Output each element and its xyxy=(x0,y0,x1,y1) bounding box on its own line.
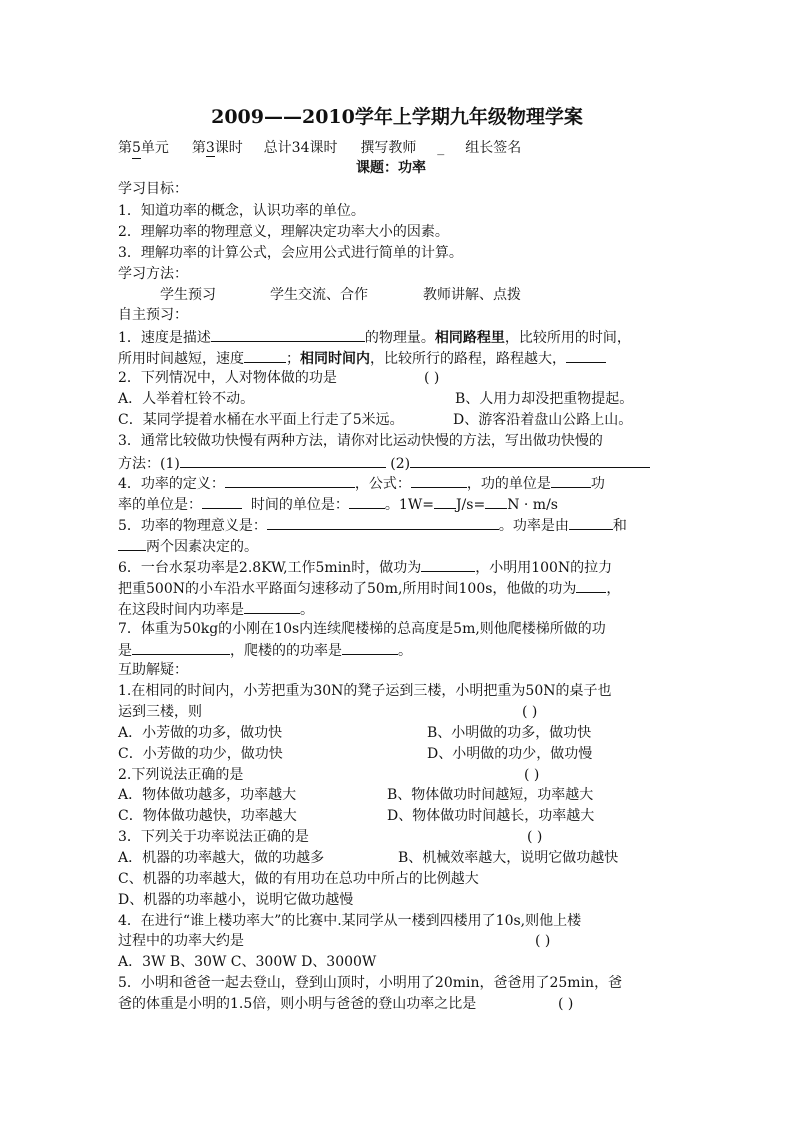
goal-item: 2．理解功率的物理意义，理解决定功率大小的因素。 xyxy=(118,224,449,240)
option: A．机器的功率越大，做的功越多 xyxy=(118,850,325,866)
answer-blank[interactable] xyxy=(211,326,365,342)
option: D、小明做的功少，做功慢 xyxy=(427,746,593,762)
answer-blank[interactable] xyxy=(202,493,242,509)
option: D、游客沿着盘山公路上山。 xyxy=(453,412,633,428)
method-item: 学生预习 xyxy=(160,287,216,303)
goal-item: 3．理解功率的计算公式，会应用公式进行简单的计算。 xyxy=(118,245,463,261)
goals-heading: 学习目标： xyxy=(118,181,188,197)
option: B、小明做的功多，做功快 xyxy=(427,725,592,741)
options-row: A．3W B、30W C、300W D、3000W xyxy=(118,954,377,970)
answer-blank[interactable] xyxy=(410,452,650,468)
preview-heading: 自主预习： xyxy=(118,307,188,323)
answer-blank[interactable] xyxy=(180,452,386,468)
answer-blank[interactable] xyxy=(244,598,300,614)
preview-q5-line2: 两个因素决定的。 xyxy=(118,535,258,557)
unit-number: 5 xyxy=(132,138,141,159)
answer-blank[interactable] xyxy=(485,493,507,509)
mutual-q2: 2.下列说法正确的是 xyxy=(118,767,244,783)
writer-label: 撰写教师 xyxy=(360,140,417,156)
answer-blank[interactable] xyxy=(132,639,230,655)
preview-q7-line1: 7．体重为50kg的小刚在10s内连续爬楼梯的总高度是5m,则他爬楼梯所做的功 xyxy=(118,621,606,637)
answer-paren[interactable]: ( ) xyxy=(524,767,540,783)
answer-paren[interactable]: ( ) xyxy=(527,829,543,845)
method-item: 教师讲解、点拨 xyxy=(423,287,521,303)
lesson-number: 3 xyxy=(205,140,215,156)
option: D、机器的功率越小，说明它做功越慢 xyxy=(118,892,354,908)
answer-blank[interactable] xyxy=(411,472,467,488)
answer-blank[interactable] xyxy=(569,514,613,530)
preview-q6-line2: 把重500N的小车沿水平路面匀速移动了50m,所用时间100s，他做的功为 ， xyxy=(118,577,620,599)
preview-q4-line1: 4．功率的定义： ，公式： ，功的单位是 功 xyxy=(118,472,605,494)
preview-q4-line2: 率的单位是： 时间的单位是： 。1W= J/s= N · m/s xyxy=(118,493,558,515)
mutual-q1-line2: 运到三楼，则 xyxy=(118,704,202,720)
option: C．小芳做的功少，做功快 xyxy=(118,746,283,762)
answer-blank[interactable] xyxy=(244,347,286,363)
mutual-q3: 3．下列关于功率说法正确的是 xyxy=(118,829,309,845)
option: A．小芳做的功多，做功快 xyxy=(118,725,283,741)
option: C．某同学提着水桶在水平面上行走了5米远。 xyxy=(118,412,404,428)
option: A．物体做功越多，功率越大 xyxy=(118,787,297,803)
mutual-q5-line1: 5．小明和爸爸一起去登山，登到山顶时，小明用了20min，爸爸用了25min，爸 xyxy=(118,975,623,991)
answer-blank[interactable] xyxy=(566,347,606,363)
mutual-q1-line1: 1.在相同的时间内，小芳把重为30N的凳子运到三楼，小明把重为50N的桌子也 xyxy=(118,683,612,699)
answer-blank[interactable] xyxy=(434,493,456,509)
option: C、机器的功率越大，做的有用功在总功中所占的比例越大 xyxy=(118,871,479,887)
option: D、物体做功时间越长，功率越大 xyxy=(387,808,595,824)
leader-signature-label: 组长签名 xyxy=(465,140,522,156)
topic-title: 课题：功率 xyxy=(356,160,426,176)
preview-q5-line1: 5．功率的物理意义是： 。功率是由 和 xyxy=(118,514,627,536)
answer-blank[interactable] xyxy=(421,556,475,572)
preview-q2: 2．下列情况中，人对物体做的功是 xyxy=(118,370,337,386)
option: B、机械效率越大，说明它做功越快 xyxy=(398,850,619,866)
goal-item: 1．知道功率的概念，认识功率的单位。 xyxy=(118,203,365,219)
header-line xyxy=(118,138,521,159)
answer-blank[interactable] xyxy=(118,535,146,551)
mutual-q4-line1: 4．在进行“谁上楼功率大”的比赛中.某同学从一楼到四楼用了10s,则他上楼 xyxy=(118,913,582,929)
answer-paren[interactable]: ( ) xyxy=(558,996,574,1012)
answer-blank[interactable] xyxy=(349,493,385,509)
page-title: 2009——2010学年上学期九年级物理学案 xyxy=(211,106,583,128)
option: A．人举着杠铃不动。 xyxy=(118,391,255,407)
preview-q1-line1: 1．速度是描述 的物理量。相同路程里，比较所用的时间， xyxy=(118,326,631,348)
lesson-pre: 第 xyxy=(191,140,206,156)
mutual-heading: 互助解疑： xyxy=(118,662,188,678)
preview-q3-line2: 方法：(1) (2) xyxy=(118,452,650,474)
mutual-q5-line2: 爸的体重是小明的1.5倍，则小明与爸爸的登山功率之比是 xyxy=(118,996,477,1012)
preview-q6-line3: 在这段时间内功率是 。 xyxy=(118,598,314,620)
answer-blank[interactable] xyxy=(576,577,606,593)
option: B、人用力却没把重物提起。 xyxy=(455,391,634,407)
answer-blank[interactable] xyxy=(342,639,398,655)
unit-pre: 第 xyxy=(118,140,132,156)
answer-paren[interactable]: ( ) xyxy=(522,704,538,720)
writer-blank: _ xyxy=(437,140,445,156)
mutual-q4-line2: 过程中的功率大约是 xyxy=(118,933,244,949)
answer-paren[interactable]: ( ) xyxy=(424,370,440,386)
method-item: 学生交流、合作 xyxy=(270,287,368,303)
preview-q1-line2: 所用时间越短，速度 ；相同时间内，比较所行的路程，路程越大， xyxy=(118,347,606,369)
answer-blank[interactable] xyxy=(267,514,499,530)
option: B、物体做功时间越短，功率越大 xyxy=(387,787,594,803)
answer-paren[interactable]: ( ) xyxy=(535,933,551,949)
answer-blank[interactable] xyxy=(551,472,591,488)
option: C．物体做功越快，功率越大 xyxy=(118,808,297,824)
methods-heading: 学习方法： xyxy=(118,266,188,282)
preview-q3-line1: 3．通常比较做功快慢有两种方法，请你对比运动快慢的方法，写出做功快慢的 xyxy=(118,433,603,449)
unit-post: 单元 xyxy=(140,140,169,156)
preview-q6-line1: 6．一台水泵功率是2.8KW,工作5min时，做功为 ，小明用100N的拉力 xyxy=(118,556,612,578)
answer-blank[interactable] xyxy=(225,472,355,488)
preview-q7-line2: 是 ，爬楼的的功率是 。 xyxy=(118,639,412,661)
total-lessons: 总计34课时 xyxy=(263,140,338,156)
lesson-post: 课时 xyxy=(214,140,243,156)
